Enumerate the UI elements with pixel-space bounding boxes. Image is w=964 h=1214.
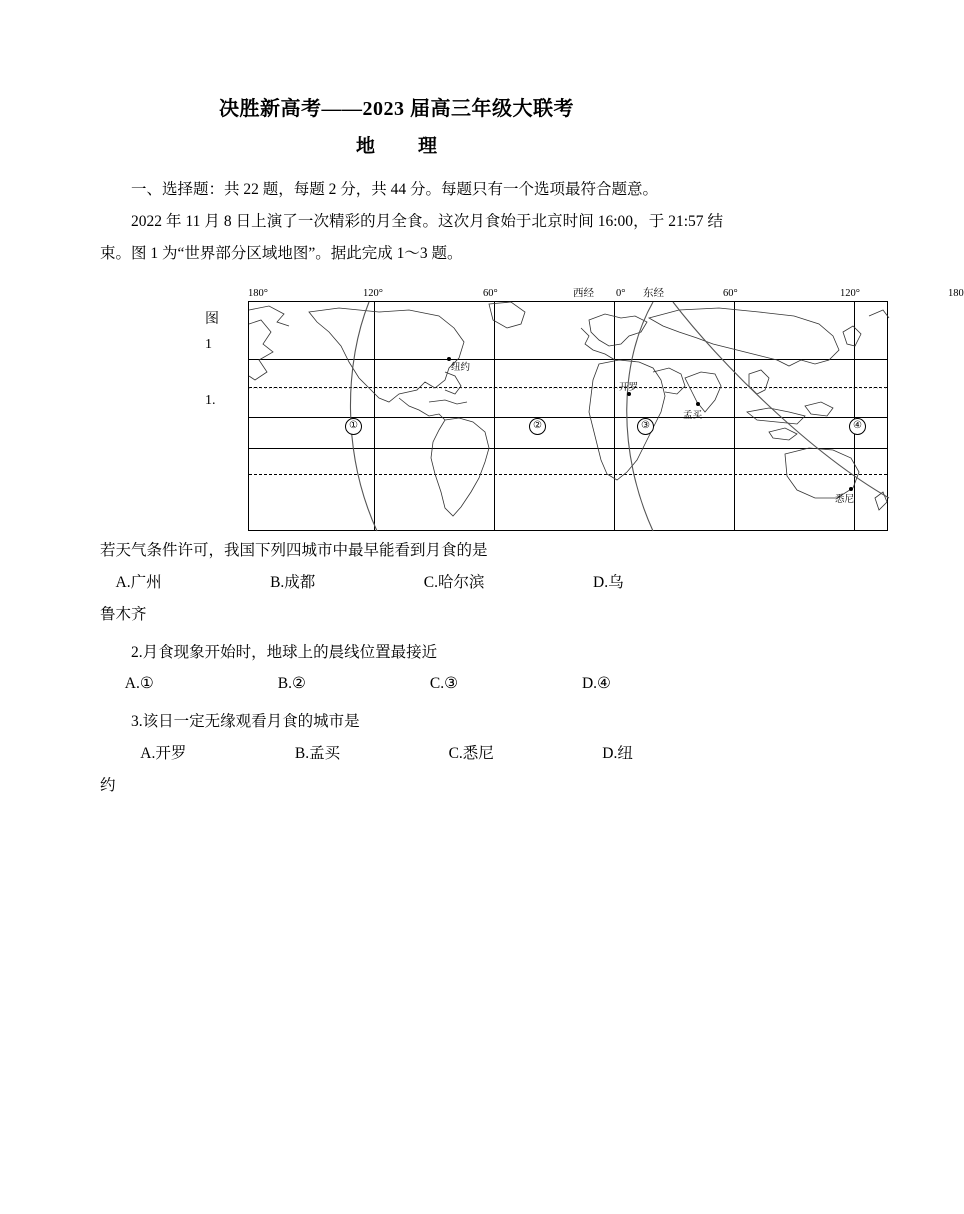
page-title: 决胜新高考——2023 届高三年级大联考 [219, 98, 574, 120]
lon-tick-180w: 180° [248, 288, 268, 300]
map-marker-2: ② [529, 418, 546, 435]
document-body [100, 174, 964, 801]
lon-tick-60e: 60° [723, 288, 738, 300]
map-marker-3: ③ [637, 418, 654, 435]
question-1-options-line1: A.广州 B.成都 C.哈尔滨 D.乌 [100, 574, 624, 592]
question-3-options-line1: A.开罗 B.孟买 C.悉尼 D.纽 [124, 744, 633, 762]
city-label-mumbai: 孟买 [683, 410, 703, 422]
question-1 [100, 535, 723, 630]
world-region-map [248, 301, 888, 531]
lon-label-west: 西经 [573, 288, 594, 300]
question-1-text: 若天气条件许可，我国下列四城市中最早能看到月食的是 [100, 542, 488, 560]
document-page [0, 92, 964, 1214]
question-2-text: 2.月食现象开始时，地球上的晨线位置最接近 [131, 643, 438, 661]
lon-tick-0: 0° [616, 288, 626, 300]
figure-label-line1: 图 [205, 312, 219, 328]
figure-left-labels [205, 309, 235, 358]
city-label-sydney: 悉尼 [835, 494, 855, 506]
subject-title: 地 理 [355, 136, 449, 157]
question-3-text: 3.该日一定无缘观看月食的城市是 [131, 713, 360, 731]
lon-tick-120e: 120° [840, 288, 860, 300]
question-stem: 2022 年 11 月 8 日上演了一次精彩的月全食。这次月食始于北京时间 16:00，于 21:57 结束。图 1 为“世界部分区域地图”。据此完成 1～3 题。 [100, 212, 723, 262]
figure-1 [100, 279, 964, 529]
city-label-cairo: 开罗 [619, 382, 639, 394]
city-label-newyork: 纽约 [451, 362, 471, 374]
map-marker-1: ① [345, 418, 362, 435]
lon-tick-120w: 120° [363, 288, 383, 300]
question-3 [100, 706, 723, 801]
section-heading: 一、选择题：共 22 题，每题 2 分，共 44 分。每题只有一个选项最符合题意。 [131, 181, 659, 198]
lon-label-east: 东经 [643, 288, 664, 300]
question-1-number: 1. [205, 393, 216, 409]
lon-tick-180e: 180 [948, 288, 964, 300]
question-2-options: A.① B.② C.③ D.④ [124, 675, 611, 693]
question-1-options-line2: 鲁木齐 [100, 605, 147, 623]
map-coastlines-svg [249, 302, 889, 532]
lon-tick-60w: 60° [483, 288, 498, 300]
longitude-tick-labels [248, 283, 964, 300]
question-2 [100, 637, 723, 701]
map-marker-4: ④ [849, 418, 866, 435]
figure-label-line2: 1 [205, 336, 212, 352]
question-3-options-line2: 约 [100, 776, 116, 794]
